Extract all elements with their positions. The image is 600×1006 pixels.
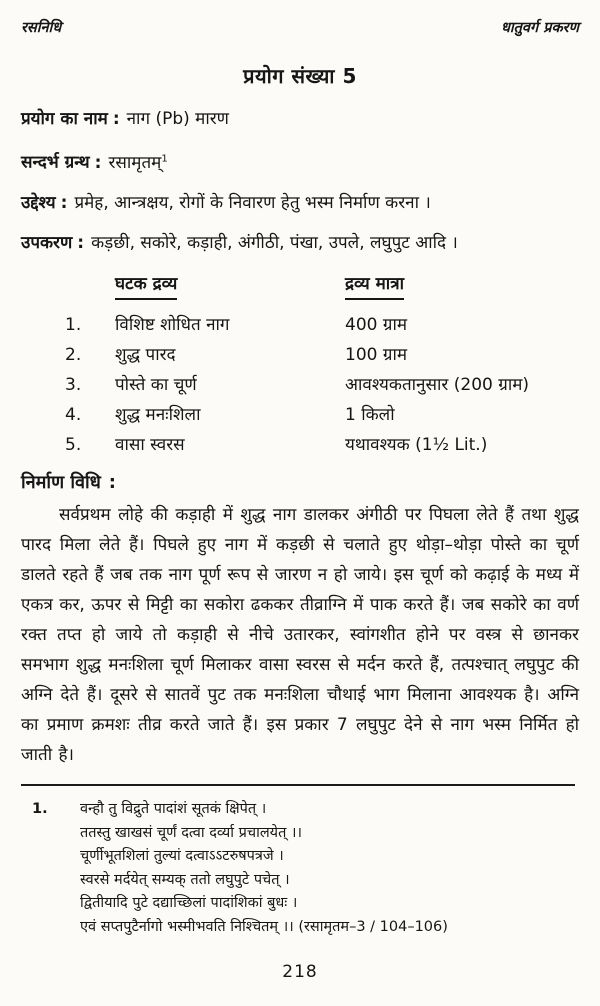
colon-separator: :	[77, 232, 85, 253]
page-title: प्रयोग संख्या 5	[243, 64, 357, 88]
table-row	[65, 400, 579, 430]
ingredients-table-header	[65, 272, 579, 300]
colon-separator: :	[94, 152, 102, 173]
colon-separator: :	[60, 192, 68, 213]
info-label: उपकरण	[21, 232, 73, 253]
footnote-verse-line: वन्हौ तु विद्रुते पादांशं सूतकं क्षिपेत् ।	[80, 801, 267, 817]
ingredient-name: विशिष्ट शोधित नाग	[115, 314, 230, 335]
running-header	[21, 18, 579, 38]
info-row-objective	[21, 192, 579, 214]
column-header-quantity-text: द्रव्य मात्रा	[345, 272, 404, 300]
ingredient-name: शुद्ध पारद	[115, 344, 176, 365]
ingredient-quantity: आवश्यकतानुसार (200 ग्राम)	[345, 374, 530, 395]
ingredient-quantity: यथावश्यक (1½ Lit.)	[345, 434, 488, 455]
colon-separator: :	[108, 471, 116, 493]
row-number: 2.	[65, 344, 82, 365]
table-row	[65, 430, 579, 460]
column-header-component	[115, 272, 345, 300]
footnote-verse-line: एवं सप्तपुटैर्नागो भस्मीभवति निश्चितम् ।। (रसामृतम–3 / 104–106)	[80, 918, 448, 935]
ingredient-name: पोस्ते का चूर्ण	[115, 374, 197, 395]
info-value: नाग (Pb) मारण	[126, 109, 229, 129]
column-header-component-text: घटक द्रव्य	[115, 272, 177, 300]
row-number: 1.	[65, 314, 82, 335]
info-label: सन्दर्भ ग्रन्थ	[21, 152, 90, 173]
page-number: 218	[282, 962, 318, 982]
header-right-title: धातुवर्ग प्रकरण	[500, 20, 579, 36]
info-value	[108, 153, 167, 173]
method-section-heading	[21, 470, 579, 496]
footnote-body	[21, 798, 579, 939]
ingredient-name: वासा स्वरस	[115, 434, 185, 455]
ingredients-table	[65, 272, 579, 460]
ingredient-quantity: 400 ग्राम	[345, 314, 408, 335]
ingredient-quantity: 1 किलो	[345, 404, 395, 425]
ingredient-quantity: 100 ग्राम	[345, 344, 408, 365]
info-value: कड़छी, सकोरे, कड़ाही, अंगीठी, पंखा, उपले, लघुपुट आदि ।	[91, 232, 458, 253]
footnote-divider	[21, 784, 575, 786]
footnote-verse-line: चूर्णीभूतशिलां तुल्यां दत्वाऽऽटरुषपत्रजे ।	[80, 848, 284, 864]
table-row	[65, 310, 579, 340]
footnote-verse-line: स्वरसे मर्दयेत् सम्यक् ततो लघुपुटे पचेत् ।	[80, 871, 290, 888]
info-label: उद्देश्य	[21, 192, 56, 213]
column-header-quantity	[345, 272, 579, 300]
info-row-reference-book	[21, 148, 579, 174]
method-paragraph: सर्वप्रथम लोहे की कड़ाही में शुद्ध नाग डालकर अंगीठी पर पिघला लेते हैं तथा शुद्ध पारद मिला लेते हैं। पिघले हुए नाग में कड़छी से चलाते हुए थोड़ा–थोड़ा पोस्ते का चूर्ण डालते रहते हैं जब तक नाग पूर्ण रूप से जारण न हो जाये। इस चूर्ण को कढ़ाई के मध्य में एकत्र कर, ऊपर से मिट्टी का सकोरा ढककर तीव्राग्नि में पाक करते हैं। जब सकोरे का वर्ण रक्त तप्त हो जाये तो कड़ाही से नीचे उतारकर, स्वांगशीत होने पर वस्त्र से छानकर समभाग शुद्ध मनःशिला चूर्ण मिलाकर वासा स्वरस से मर्दन करते हैं, तत्पश्चात् लघुपुट की अग्नि देते हैं। दूसरे से सातवें पुट तक मनःशिला चौथाई भाग मिलाना आवश्यक है। अग्नि का प्रमाण क्रमशः तीव्र करते जाते हैं। इस प्रकार 7 लघुपुट देने से नाग भस्म निर्मित हो जाती है।	[21, 504, 579, 765]
table-row	[65, 340, 579, 370]
info-section	[21, 108, 579, 254]
info-row-equipment	[21, 232, 579, 254]
header-left-title: रसनिधि	[21, 20, 62, 36]
reference-title: रसामृतम्	[108, 152, 162, 173]
footnote-section	[21, 784, 579, 939]
footnote-verse	[80, 798, 579, 939]
row-number: 4.	[65, 404, 82, 425]
footnote-verse-line: द्वितीयादि पुटे दद्याच्छिलां पादांशिकां बुधः ।	[80, 895, 298, 911]
info-row-experiment-name	[21, 108, 579, 130]
footnote-reference-superscript: 1	[161, 153, 168, 164]
table-row	[65, 370, 579, 400]
info-value: प्रमेह, आन्त्रक्षय, रोगों के निवारण हेतु भस्म निर्माण करना ।	[74, 192, 431, 213]
info-label: प्रयोग का नाम	[21, 109, 108, 129]
ingredient-name: शुद्ध मनःशिला	[115, 404, 201, 425]
method-heading-text: निर्माण विधि	[21, 471, 101, 493]
row-number: 5.	[65, 434, 82, 455]
row-number: 3.	[65, 374, 82, 395]
footnote-verse-line: ततस्तु खाखसं चूर्णं दत्वा दर्व्या प्रचालयेत् ।।	[80, 824, 302, 841]
colon-separator: :	[112, 109, 120, 129]
empty-header-cell	[65, 272, 115, 300]
footnote-number: 1.	[32, 801, 48, 817]
